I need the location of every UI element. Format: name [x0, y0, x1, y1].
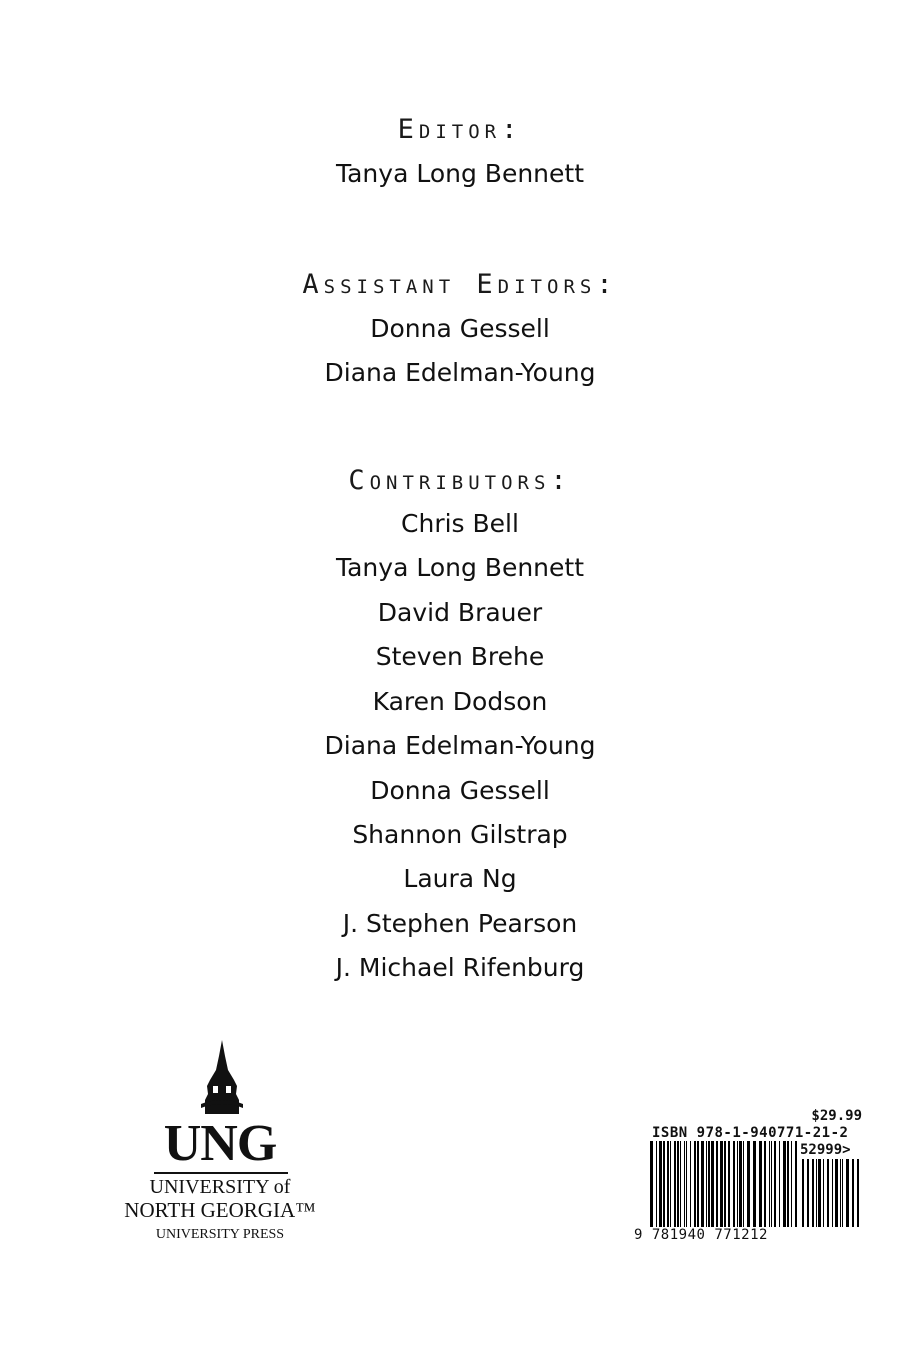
price-addon-code: 52999> [800, 1142, 851, 1158]
editor-heading: Editor: [397, 114, 523, 145]
ung-wordmark: UNG [163, 1115, 277, 1172]
isbn-label: ISBN 978-1-940771-21-2 [652, 1125, 849, 1141]
contributor-name: David Brauer [377, 598, 543, 627]
editor-name: Tanya Long Bennett [335, 159, 584, 188]
isbn-barcode [630, 1105, 880, 1250]
assistant-editor-name: Donna Gessell [370, 314, 550, 343]
addon-barcode-bars [802, 1159, 862, 1227]
ean-digits: 9 781940 771212 [634, 1227, 768, 1243]
contributor-name: Diana Edelman-Young [324, 731, 596, 760]
price-label: $29.99 [811, 1108, 862, 1124]
contributor-name: Karen Dodson [372, 687, 548, 716]
logo-university-of: UNIVERSITY of [149, 1176, 291, 1198]
contributor-name: Chris Bell [401, 509, 519, 538]
contributors-heading: Contributors: [348, 465, 572, 496]
assistant-editor-name: Diana Edelman-Young [324, 358, 596, 387]
logo-divider [154, 1172, 288, 1174]
logo-university-press: UNIVERSITY PRESS [155, 1227, 285, 1242]
contributor-name: Shannon Gilstrap [352, 820, 568, 849]
contributor-name: Tanya Long Bennett [335, 553, 584, 582]
contributor-name: J. Stephen Pearson [342, 909, 578, 938]
assistant-editors-heading: Assistant Editors: [302, 269, 618, 300]
contributor-name: Laura Ng [403, 864, 517, 893]
contributor-name: Donna Gessell [370, 776, 550, 805]
logo-north-georgia: NORTH GEORGIA™ [124, 1198, 316, 1222]
ean-barcode-bars [650, 1141, 800, 1227]
ung-press-logo [110, 1036, 330, 1256]
contributor-name: Steven Brehe [375, 642, 545, 671]
contributor-name: J. Michael Rifenburg [335, 953, 585, 982]
ung-tower-icon [199, 1040, 245, 1114]
